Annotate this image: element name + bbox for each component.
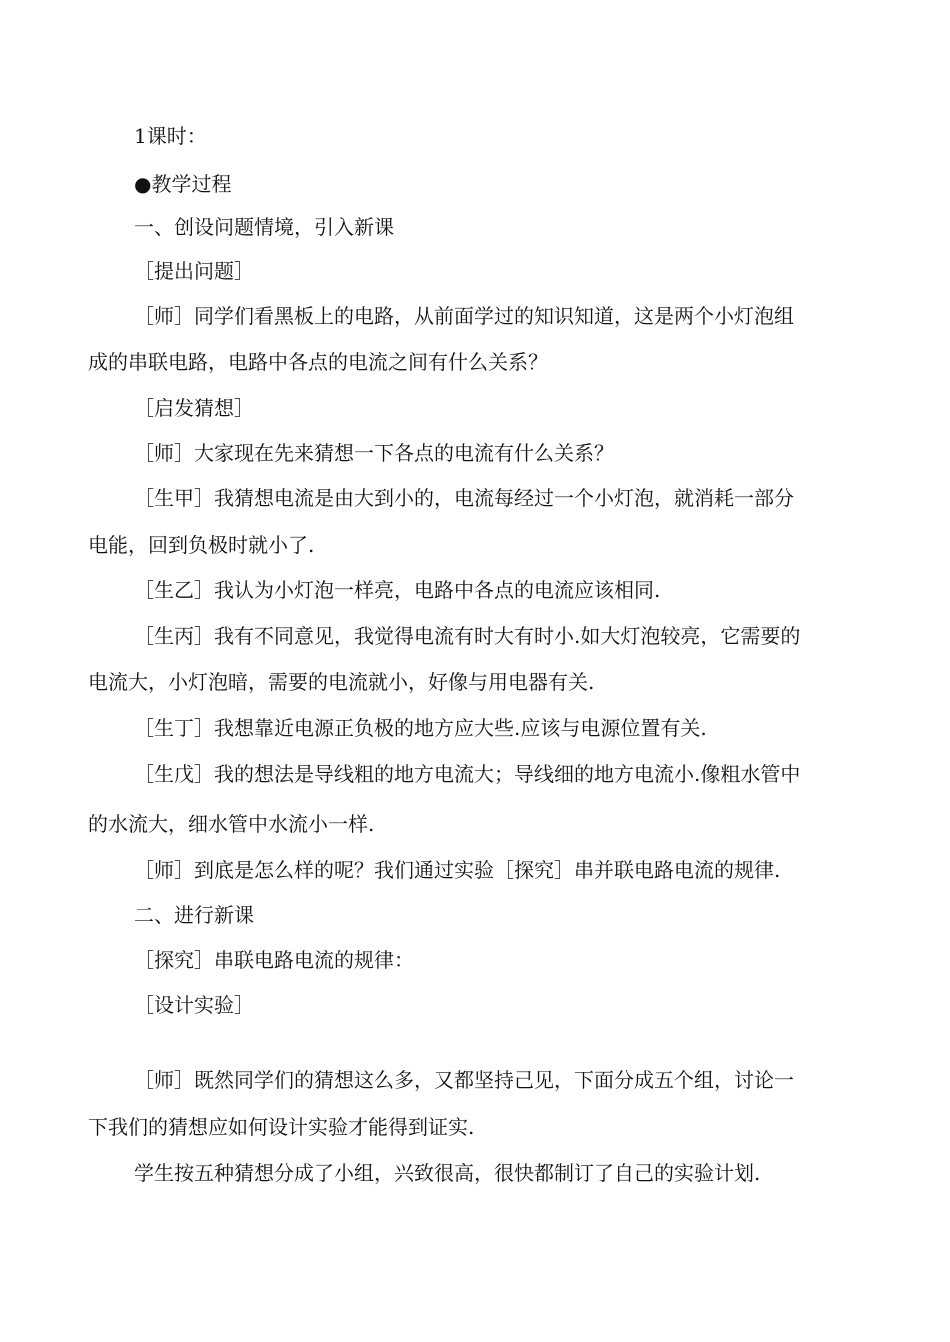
paragraph-line: ［师］既然同学们的猜想这么多，又都坚持己见，下面分成五个组，讨论一 (134, 1068, 794, 1092)
paragraph-line: 成的串联电路，电路中各点的电流之间有什么关系？ (88, 350, 548, 374)
paragraph-line: ［生戊］我的想法是导线粗的地方电流大；导线细的地方电流小.像粗水管中 (134, 762, 801, 786)
paragraph-line: 电能，回到负极时就小了. (88, 533, 315, 557)
paragraph-line: ［生乙］我认为小灯泡一样亮，电路中各点的电流应该相同. (134, 578, 661, 602)
paragraph-line: 学生按五种猜想分成了小组，兴致很高，很快都制订了自己的实验计划. (134, 1161, 761, 1185)
lesson-hours: 1课时： (134, 124, 207, 148)
subheading-explore: ［探究］串联电路电流的规律： (134, 948, 414, 972)
paragraph-line: ［生丙］我有不同意见，我觉得电流有时大有时小.如大灯泡较亮，它需要的 (134, 624, 801, 648)
paragraph-line: ［师］到底是怎么样的呢？我们通过实验［探究］串并联电路电流的规律. (134, 858, 781, 882)
heading-part-one: 一、创设问题情境，引入新课 (134, 215, 394, 239)
heading-part-two: 二、进行新课 (134, 903, 254, 927)
paragraph-line: ［师］同学们看黑板上的电路，从前面学过的知识知道，这是两个小灯泡组 (134, 304, 794, 328)
subheading-design-experiment: ［设计实验］ (134, 993, 254, 1017)
paragraph-line: 的水流大，细水管中水流小一样. (88, 812, 375, 836)
subheading-raise-question: ［提出问题］ (134, 259, 254, 283)
subheading-guess: ［启发猜想］ (134, 396, 254, 420)
paragraph-line: ［生丁］我想靠近电源正负极的地方应大些.应该与电源位置有关. (134, 716, 707, 740)
section-heading-teaching-process: ●教学过程 (134, 172, 232, 196)
paragraph-line: 电流大，小灯泡暗，需要的电流就小，好像与用电器有关. (88, 670, 595, 694)
paragraph-line: 下我们的猜想应如何设计实验才能得到证实. (88, 1115, 475, 1139)
paragraph-line: ［师］大家现在先来猜想一下各点的电流有什么关系？ (134, 441, 614, 465)
paragraph-line: ［生甲］我猜想电流是由大到小的，电流每经过一个小灯泡，就消耗一部分 (134, 486, 794, 510)
